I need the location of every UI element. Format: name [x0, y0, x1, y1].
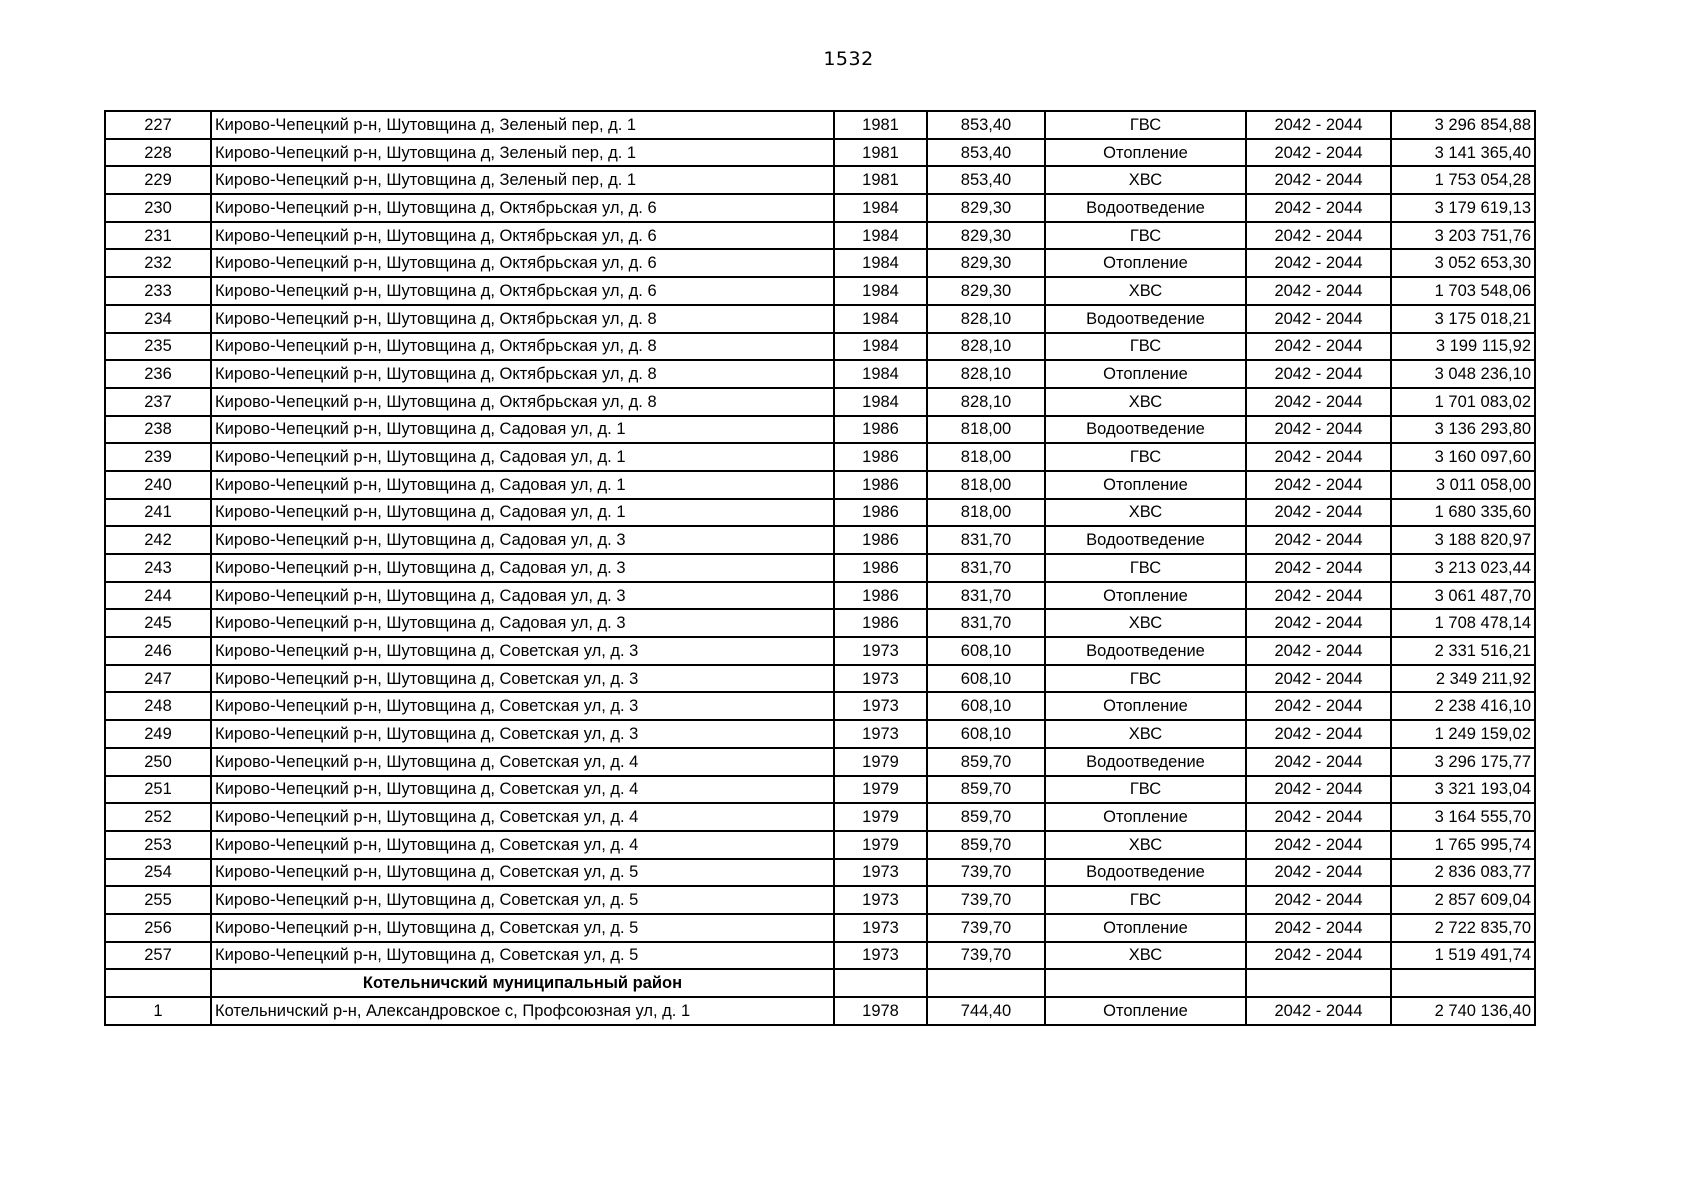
service-type-cell: Отопление [1045, 360, 1246, 388]
cost-cell: 1 249 159,02 [1391, 720, 1535, 748]
period-cell: 2042 - 2044 [1246, 997, 1391, 1025]
cost-cell: 3 011 058,00 [1391, 471, 1535, 499]
address-cell: Кирово-Чепецкий р-н, Шутовщина д, Советская ул, д. 4 [211, 748, 834, 776]
table-row [105, 416, 1535, 444]
address-cell: Кирово-Чепецкий р-н, Шутовщина д, Садовая ул, д. 3 [211, 526, 834, 554]
address-cell: Кирово-Чепецкий р-н, Шутовщина д, Октябрьская ул, д. 8 [211, 388, 834, 416]
table-row [105, 609, 1535, 637]
service-type-cell: Отопление [1045, 997, 1246, 1025]
year-cell: 1973 [834, 665, 927, 693]
area-cell: 608,10 [927, 665, 1045, 693]
area-cell: 859,70 [927, 803, 1045, 831]
cost-cell [1391, 969, 1535, 997]
year-cell: 1986 [834, 416, 927, 444]
row-number-cell: 246 [105, 637, 211, 665]
service-type-cell: ГВС [1045, 111, 1246, 139]
table-row [105, 637, 1535, 665]
address-cell: Кирово-Чепецкий р-н, Шутовщина д, Октябрьская ул, д. 6 [211, 194, 834, 222]
area-cell: 853,40 [927, 166, 1045, 194]
table-row [105, 942, 1535, 970]
year-cell: 1986 [834, 526, 927, 554]
row-number-cell [105, 969, 211, 997]
row-number-cell: 243 [105, 554, 211, 582]
period-cell: 2042 - 2044 [1246, 831, 1391, 859]
area-cell: 859,70 [927, 748, 1045, 776]
table-row [105, 582, 1535, 610]
area-cell: 818,00 [927, 499, 1045, 527]
cost-cell: 3 175 018,21 [1391, 305, 1535, 333]
address-cell: Кирово-Чепецкий р-н, Шутовщина д, Октябрьская ул, д. 6 [211, 249, 834, 277]
area-cell: 608,10 [927, 720, 1045, 748]
table-row [105, 803, 1535, 831]
service-type-cell: ХВС [1045, 388, 1246, 416]
row-number-cell: 238 [105, 416, 211, 444]
period-cell: 2042 - 2044 [1246, 582, 1391, 610]
cost-cell: 3 199 115,92 [1391, 333, 1535, 361]
row-number-cell: 232 [105, 249, 211, 277]
row-number-cell: 249 [105, 720, 211, 748]
address-cell: Котельничский р-н, Александровское с, Профсоюзная ул, д. 1 [211, 997, 834, 1025]
cost-cell: 1 701 083,02 [1391, 388, 1535, 416]
area-cell: 739,70 [927, 886, 1045, 914]
table-row [105, 554, 1535, 582]
cost-cell: 3 160 097,60 [1391, 443, 1535, 471]
period-cell: 2042 - 2044 [1246, 333, 1391, 361]
area-cell: 859,70 [927, 831, 1045, 859]
service-type-cell: Отопление [1045, 139, 1246, 167]
service-type-cell: Водоотведение [1045, 305, 1246, 333]
service-type-cell: Водоотведение [1045, 637, 1246, 665]
service-type-cell: Отопление [1045, 582, 1246, 610]
row-number-cell: 231 [105, 222, 211, 250]
year-cell: 1979 [834, 803, 927, 831]
service-type-cell: Отопление [1045, 803, 1246, 831]
year-cell: 1986 [834, 443, 927, 471]
cost-cell: 3 061 487,70 [1391, 582, 1535, 610]
cost-cell: 2 331 516,21 [1391, 637, 1535, 665]
cost-cell: 2 238 416,10 [1391, 692, 1535, 720]
row-number-cell: 255 [105, 886, 211, 914]
address-cell: Кирово-Чепецкий р-н, Шутовщина д, Октябрьская ул, д. 8 [211, 333, 834, 361]
table-row [105, 333, 1535, 361]
row-number-cell: 1 [105, 997, 211, 1025]
cost-cell: 3 296 854,88 [1391, 111, 1535, 139]
year-cell: 1986 [834, 554, 927, 582]
service-type-cell: Отопление [1045, 692, 1246, 720]
row-number-cell: 228 [105, 139, 211, 167]
year-cell [834, 969, 927, 997]
row-number-cell: 237 [105, 388, 211, 416]
row-number-cell: 235 [105, 333, 211, 361]
service-type-cell: ХВС [1045, 942, 1246, 970]
table-row [105, 139, 1535, 167]
table-row [105, 360, 1535, 388]
period-cell: 2042 - 2044 [1246, 166, 1391, 194]
service-type-cell: ХВС [1045, 609, 1246, 637]
period-cell: 2042 - 2044 [1246, 859, 1391, 887]
cost-cell: 2 857 609,04 [1391, 886, 1535, 914]
address-cell: Кирово-Чепецкий р-н, Шутовщина д, Советская ул, д. 5 [211, 859, 834, 887]
cost-cell: 1 680 335,60 [1391, 499, 1535, 527]
row-number-cell: 229 [105, 166, 211, 194]
table-row [105, 111, 1535, 139]
address-cell: Кирово-Чепецкий р-н, Шутовщина д, Садовая ул, д. 1 [211, 443, 834, 471]
row-number-cell: 247 [105, 665, 211, 693]
area-cell: 828,10 [927, 360, 1045, 388]
address-cell: Кирово-Чепецкий р-н, Шутовщина д, Советская ул, д. 3 [211, 665, 834, 693]
year-cell: 1984 [834, 360, 927, 388]
period-cell [1246, 969, 1391, 997]
service-type-cell: ГВС [1045, 443, 1246, 471]
cost-cell: 3 203 751,76 [1391, 222, 1535, 250]
period-cell: 2042 - 2044 [1246, 471, 1391, 499]
period-cell: 2042 - 2044 [1246, 360, 1391, 388]
table-row [105, 166, 1535, 194]
row-number-cell: 251 [105, 776, 211, 804]
period-cell: 2042 - 2044 [1246, 914, 1391, 942]
cost-cell: 3 213 023,44 [1391, 554, 1535, 582]
area-cell: 831,70 [927, 526, 1045, 554]
year-cell: 1986 [834, 471, 927, 499]
area-cell: 831,70 [927, 582, 1045, 610]
period-cell: 2042 - 2044 [1246, 249, 1391, 277]
period-cell: 2042 - 2044 [1246, 139, 1391, 167]
period-cell: 2042 - 2044 [1246, 665, 1391, 693]
service-type-cell: Отопление [1045, 914, 1246, 942]
cost-cell: 3 136 293,80 [1391, 416, 1535, 444]
period-cell: 2042 - 2044 [1246, 776, 1391, 804]
row-number-cell: 234 [105, 305, 211, 333]
address-cell: Кирово-Чепецкий р-н, Шутовщина д, Советская ул, д. 3 [211, 637, 834, 665]
cost-cell: 2 349 211,92 [1391, 665, 1535, 693]
year-cell: 1984 [834, 222, 927, 250]
cost-cell: 1 519 491,74 [1391, 942, 1535, 970]
period-cell: 2042 - 2044 [1246, 305, 1391, 333]
year-cell: 1973 [834, 720, 927, 748]
service-type-cell: ГВС [1045, 886, 1246, 914]
row-number-cell: 254 [105, 859, 211, 887]
address-cell: Кирово-Чепецкий р-н, Шутовщина д, Садовая ул, д. 3 [211, 554, 834, 582]
address-cell: Кирово-Чепецкий р-н, Шутовщина д, Садовая ул, д. 1 [211, 471, 834, 499]
service-type-cell [1045, 969, 1246, 997]
area-cell: 608,10 [927, 637, 1045, 665]
year-cell: 1984 [834, 333, 927, 361]
year-cell: 1978 [834, 997, 927, 1025]
row-number-cell: 227 [105, 111, 211, 139]
table-row [105, 388, 1535, 416]
year-cell: 1973 [834, 859, 927, 887]
service-type-cell: Водоотведение [1045, 526, 1246, 554]
area-cell: 853,40 [927, 111, 1045, 139]
period-cell: 2042 - 2044 [1246, 720, 1391, 748]
row-number-cell: 239 [105, 443, 211, 471]
table-row [105, 443, 1535, 471]
service-type-cell: ГВС [1045, 554, 1246, 582]
cost-cell: 3 052 653,30 [1391, 249, 1535, 277]
row-number-cell: 233 [105, 277, 211, 305]
cost-cell: 3 321 193,04 [1391, 776, 1535, 804]
address-cell: Кирово-Чепецкий р-н, Шутовщина д, Зеленый пер, д. 1 [211, 166, 834, 194]
area-cell: 859,70 [927, 776, 1045, 804]
area-cell: 829,30 [927, 249, 1045, 277]
address-cell: Кирово-Чепецкий р-н, Шутовщина д, Садовая ул, д. 1 [211, 499, 834, 527]
address-cell: Кирово-Чепецкий р-н, Шутовщина д, Садовая ул, д. 1 [211, 416, 834, 444]
area-cell: 739,70 [927, 942, 1045, 970]
table-row [105, 859, 1535, 887]
address-cell: Кирово-Чепецкий р-н, Шутовщина д, Советская ул, д. 3 [211, 692, 834, 720]
period-cell: 2042 - 2044 [1246, 886, 1391, 914]
year-cell: 1979 [834, 776, 927, 804]
service-type-cell: ХВС [1045, 499, 1246, 527]
row-number-cell: 257 [105, 942, 211, 970]
address-cell: Кирово-Чепецкий р-н, Шутовщина д, Октябрьская ул, д. 6 [211, 222, 834, 250]
service-type-cell: Водоотведение [1045, 859, 1246, 887]
service-type-cell: ХВС [1045, 720, 1246, 748]
area-cell: 818,00 [927, 416, 1045, 444]
service-type-cell: ГВС [1045, 776, 1246, 804]
cost-cell: 3 188 820,97 [1391, 526, 1535, 554]
table-row [105, 222, 1535, 250]
registry-table [104, 110, 1536, 1026]
registry-body [105, 111, 1535, 1025]
address-cell: Кирово-Чепецкий р-н, Шутовщина д, Советская ул, д. 5 [211, 914, 834, 942]
address-cell: Кирово-Чепецкий р-н, Шутовщина д, Советская ул, д. 5 [211, 886, 834, 914]
table-row [105, 471, 1535, 499]
row-number-cell: 236 [105, 360, 211, 388]
area-cell: 831,70 [927, 554, 1045, 582]
year-cell: 1973 [834, 637, 927, 665]
area-cell: 828,10 [927, 305, 1045, 333]
row-number-cell: 248 [105, 692, 211, 720]
year-cell: 1973 [834, 692, 927, 720]
area-cell: 828,10 [927, 333, 1045, 361]
table-row [105, 914, 1535, 942]
table-row [105, 249, 1535, 277]
area-cell: 829,30 [927, 194, 1045, 222]
area-cell: 829,30 [927, 277, 1045, 305]
period-cell: 2042 - 2044 [1246, 443, 1391, 471]
cost-cell: 3 048 236,10 [1391, 360, 1535, 388]
period-cell: 2042 - 2044 [1246, 416, 1391, 444]
year-cell: 1979 [834, 748, 927, 776]
service-type-cell: Водоотведение [1045, 416, 1246, 444]
year-cell: 1986 [834, 499, 927, 527]
cost-cell: 1 765 995,74 [1391, 831, 1535, 859]
period-cell: 2042 - 2044 [1246, 748, 1391, 776]
table-row [105, 665, 1535, 693]
cost-cell: 3 296 175,77 [1391, 748, 1535, 776]
table-row [105, 526, 1535, 554]
period-cell: 2042 - 2044 [1246, 554, 1391, 582]
table-row [105, 305, 1535, 333]
year-cell: 1984 [834, 388, 927, 416]
period-cell: 2042 - 2044 [1246, 609, 1391, 637]
page-number: 1532 [823, 48, 874, 70]
cost-cell: 1 753 054,28 [1391, 166, 1535, 194]
row-number-cell: 241 [105, 499, 211, 527]
row-number-cell: 244 [105, 582, 211, 610]
row-number-cell: 250 [105, 748, 211, 776]
row-number-cell: 256 [105, 914, 211, 942]
cost-cell: 3 164 555,70 [1391, 803, 1535, 831]
area-cell: 744,40 [927, 997, 1045, 1025]
table-row [105, 776, 1535, 804]
address-cell: Кирово-Чепецкий р-н, Шутовщина д, Зеленый пер, д. 1 [211, 111, 834, 139]
period-cell: 2042 - 2044 [1246, 637, 1391, 665]
table-row [105, 748, 1535, 776]
period-cell: 2042 - 2044 [1246, 692, 1391, 720]
service-type-cell: Отопление [1045, 471, 1246, 499]
row-number-cell: 253 [105, 831, 211, 859]
address-cell: Кирово-Чепецкий р-н, Шутовщина д, Советская ул, д. 4 [211, 831, 834, 859]
period-cell: 2042 - 2044 [1246, 111, 1391, 139]
table-row [105, 277, 1535, 305]
service-type-cell: Отопление [1045, 249, 1246, 277]
cost-cell: 2 722 835,70 [1391, 914, 1535, 942]
table-row [105, 997, 1535, 1025]
row-number-cell: 230 [105, 194, 211, 222]
address-cell: Кирово-Чепецкий р-н, Шутовщина д, Советская ул, д. 4 [211, 776, 834, 804]
year-cell: 1986 [834, 609, 927, 637]
period-cell: 2042 - 2044 [1246, 942, 1391, 970]
area-cell: 828,10 [927, 388, 1045, 416]
period-cell: 2042 - 2044 [1246, 388, 1391, 416]
section-header-row [105, 969, 1535, 997]
row-number-cell: 242 [105, 526, 211, 554]
area-cell: 739,70 [927, 914, 1045, 942]
year-cell: 1973 [834, 886, 927, 914]
period-cell: 2042 - 2044 [1246, 803, 1391, 831]
service-type-cell: ХВС [1045, 277, 1246, 305]
cost-cell: 1 703 548,06 [1391, 277, 1535, 305]
table-row [105, 720, 1535, 748]
period-cell: 2042 - 2044 [1246, 222, 1391, 250]
row-number-cell: 245 [105, 609, 211, 637]
service-type-cell: Водоотведение [1045, 194, 1246, 222]
period-cell: 2042 - 2044 [1246, 499, 1391, 527]
year-cell: 1984 [834, 249, 927, 277]
cost-cell: 3 141 365,40 [1391, 139, 1535, 167]
year-cell: 1984 [834, 194, 927, 222]
address-cell: Кирово-Чепецкий р-н, Шутовщина д, Октябрьская ул, д. 8 [211, 305, 834, 333]
area-cell: 831,70 [927, 609, 1045, 637]
row-number-cell: 252 [105, 803, 211, 831]
table-row [105, 692, 1535, 720]
cost-cell: 2 836 083,77 [1391, 859, 1535, 887]
year-cell: 1981 [834, 111, 927, 139]
service-type-cell: ХВС [1045, 831, 1246, 859]
address-cell: Кирово-Чепецкий р-н, Шутовщина д, Советская ул, д. 4 [211, 803, 834, 831]
table-row [105, 831, 1535, 859]
cost-cell: 1 708 478,14 [1391, 609, 1535, 637]
year-cell: 1984 [834, 305, 927, 333]
area-cell [927, 969, 1045, 997]
year-cell: 1981 [834, 139, 927, 167]
area-cell: 829,30 [927, 222, 1045, 250]
service-type-cell: ГВС [1045, 222, 1246, 250]
table-row [105, 499, 1535, 527]
year-cell: 1973 [834, 914, 927, 942]
service-type-cell: ХВС [1045, 166, 1246, 194]
service-type-cell: ГВС [1045, 333, 1246, 361]
year-cell: 1981 [834, 166, 927, 194]
year-cell: 1984 [834, 277, 927, 305]
area-cell: 818,00 [927, 443, 1045, 471]
period-cell: 2042 - 2044 [1246, 526, 1391, 554]
area-cell: 608,10 [927, 692, 1045, 720]
address-cell: Кирово-Чепецкий р-н, Шутовщина д, Октябрьская ул, д. 6 [211, 277, 834, 305]
service-type-cell: Водоотведение [1045, 748, 1246, 776]
address-cell: Кирово-Чепецкий р-н, Шутовщина д, Садовая ул, д. 3 [211, 582, 834, 610]
section-title: Котельничский муниципальный район [211, 969, 834, 997]
year-cell: 1986 [834, 582, 927, 610]
year-cell: 1979 [834, 831, 927, 859]
area-cell: 853,40 [927, 139, 1045, 167]
cost-cell: 2 740 136,40 [1391, 997, 1535, 1025]
table-row [105, 886, 1535, 914]
year-cell: 1973 [834, 942, 927, 970]
period-cell: 2042 - 2044 [1246, 194, 1391, 222]
service-type-cell: ГВС [1045, 665, 1246, 693]
period-cell: 2042 - 2044 [1246, 277, 1391, 305]
address-cell: Кирово-Чепецкий р-н, Шутовщина д, Садовая ул, д. 3 [211, 609, 834, 637]
address-cell: Кирово-Чепецкий р-н, Шутовщина д, Зеленый пер, д. 1 [211, 139, 834, 167]
area-cell: 818,00 [927, 471, 1045, 499]
table-row [105, 194, 1535, 222]
address-cell: Кирово-Чепецкий р-н, Шутовщина д, Советская ул, д. 3 [211, 720, 834, 748]
row-number-cell: 240 [105, 471, 211, 499]
area-cell: 739,70 [927, 859, 1045, 887]
cost-cell: 3 179 619,13 [1391, 194, 1535, 222]
address-cell: Кирово-Чепецкий р-н, Шутовщина д, Октябрьская ул, д. 8 [211, 360, 834, 388]
address-cell: Кирово-Чепецкий р-н, Шутовщина д, Советская ул, д. 5 [211, 942, 834, 970]
